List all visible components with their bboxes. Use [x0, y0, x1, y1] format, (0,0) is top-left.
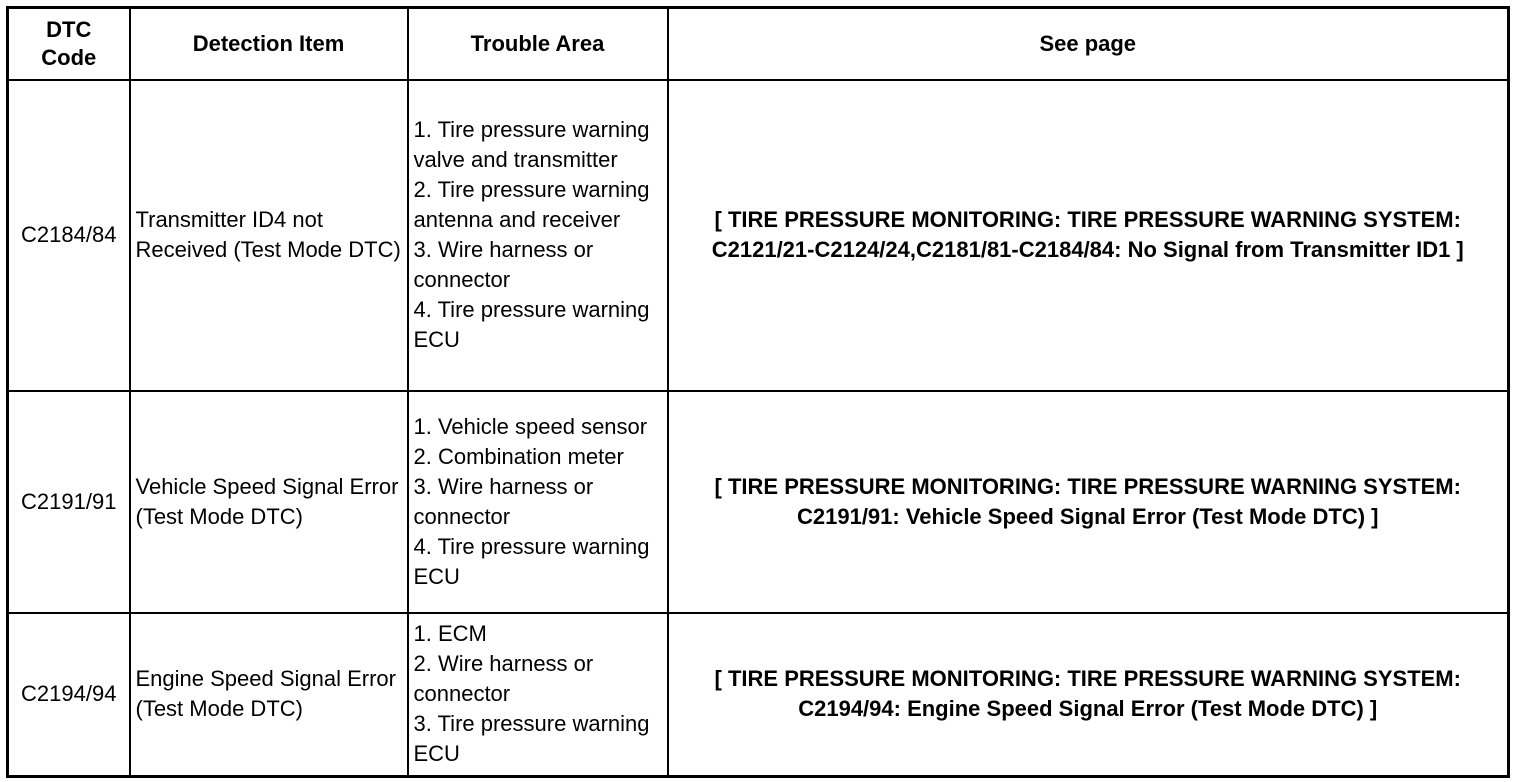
table-row — [8, 80, 1509, 391]
trouble-area-item: 1. Tire pressure warning valve and transmitter — [413, 117, 650, 172]
trouble-area-item: 3. Wire harness or connector — [413, 473, 594, 529]
detection-item-cell: Transmitter ID4 not Received (Test Mode DTC) — [130, 80, 408, 391]
trouble-area-item: 4. Tire pressure warning ECU — [413, 297, 650, 352]
header-trouble-area: Trouble Area — [408, 8, 668, 80]
see-page-link[interactable]: [ TIRE PRESSURE MONITORING: TIRE PRESSURE WARNING SYSTEM: C2191/91: Vehicle Speed Signal Error (Test Mode DTC) ] — [668, 391, 1509, 613]
header-see-page: See page — [668, 8, 1509, 80]
trouble-area-cell — [408, 80, 668, 391]
trouble-area-item: 3. Wire harness or connector — [413, 237, 594, 292]
dtc-table-container — [6, 6, 1507, 775]
see-page-link[interactable]: [ TIRE PRESSURE MONITORING: TIRE PRESSURE WARNING SYSTEM: C2194/94: Engine Speed Signal Error (Test Mode DTC) ] — [668, 613, 1509, 777]
trouble-area-item: 1. Vehicle speed sensor — [413, 413, 648, 439]
header-dtc-code — [8, 8, 130, 80]
trouble-area-item: 2. Wire harness or connector — [413, 651, 594, 707]
table-row — [8, 391, 1509, 613]
trouble-area-cell — [408, 391, 668, 613]
table-row — [8, 613, 1509, 777]
detection-item-cell: Engine Speed Signal Error (Test Mode DTC) — [130, 613, 408, 777]
trouble-area-item: 3. Tire pressure warning ECU — [413, 711, 650, 767]
dtc-code-cell: C2194/94 — [8, 613, 130, 777]
trouble-area-item: 2. Tire pressure warning antenna and receiver — [413, 177, 650, 232]
header-detection-item: Detection Item — [130, 8, 408, 80]
trouble-area-item: 4. Tire pressure warning ECU — [413, 533, 650, 589]
header-dtc-code-line2: Code — [41, 44, 97, 70]
see-page-link[interactable]: [ TIRE PRESSURE MONITORING: TIRE PRESSURE WARNING SYSTEM: C2121/21-C2124/24,C2181/81-C2184/84: No Signal from Transmitter ID1 ] — [668, 80, 1509, 391]
detection-item-cell: Vehicle Speed Signal Error (Test Mode DTC) — [130, 391, 408, 613]
trouble-area-item: 2. Combination meter — [413, 443, 624, 469]
trouble-area-cell — [408, 613, 668, 777]
dtc-table — [6, 6, 1510, 778]
dtc-code-cell: C2191/91 — [8, 391, 130, 613]
trouble-area-item: 1. ECM — [413, 621, 487, 647]
header-dtc-code-line1: DTC — [46, 16, 92, 42]
table-header-row — [8, 8, 1509, 80]
dtc-code-cell: C2184/84 — [8, 80, 130, 391]
